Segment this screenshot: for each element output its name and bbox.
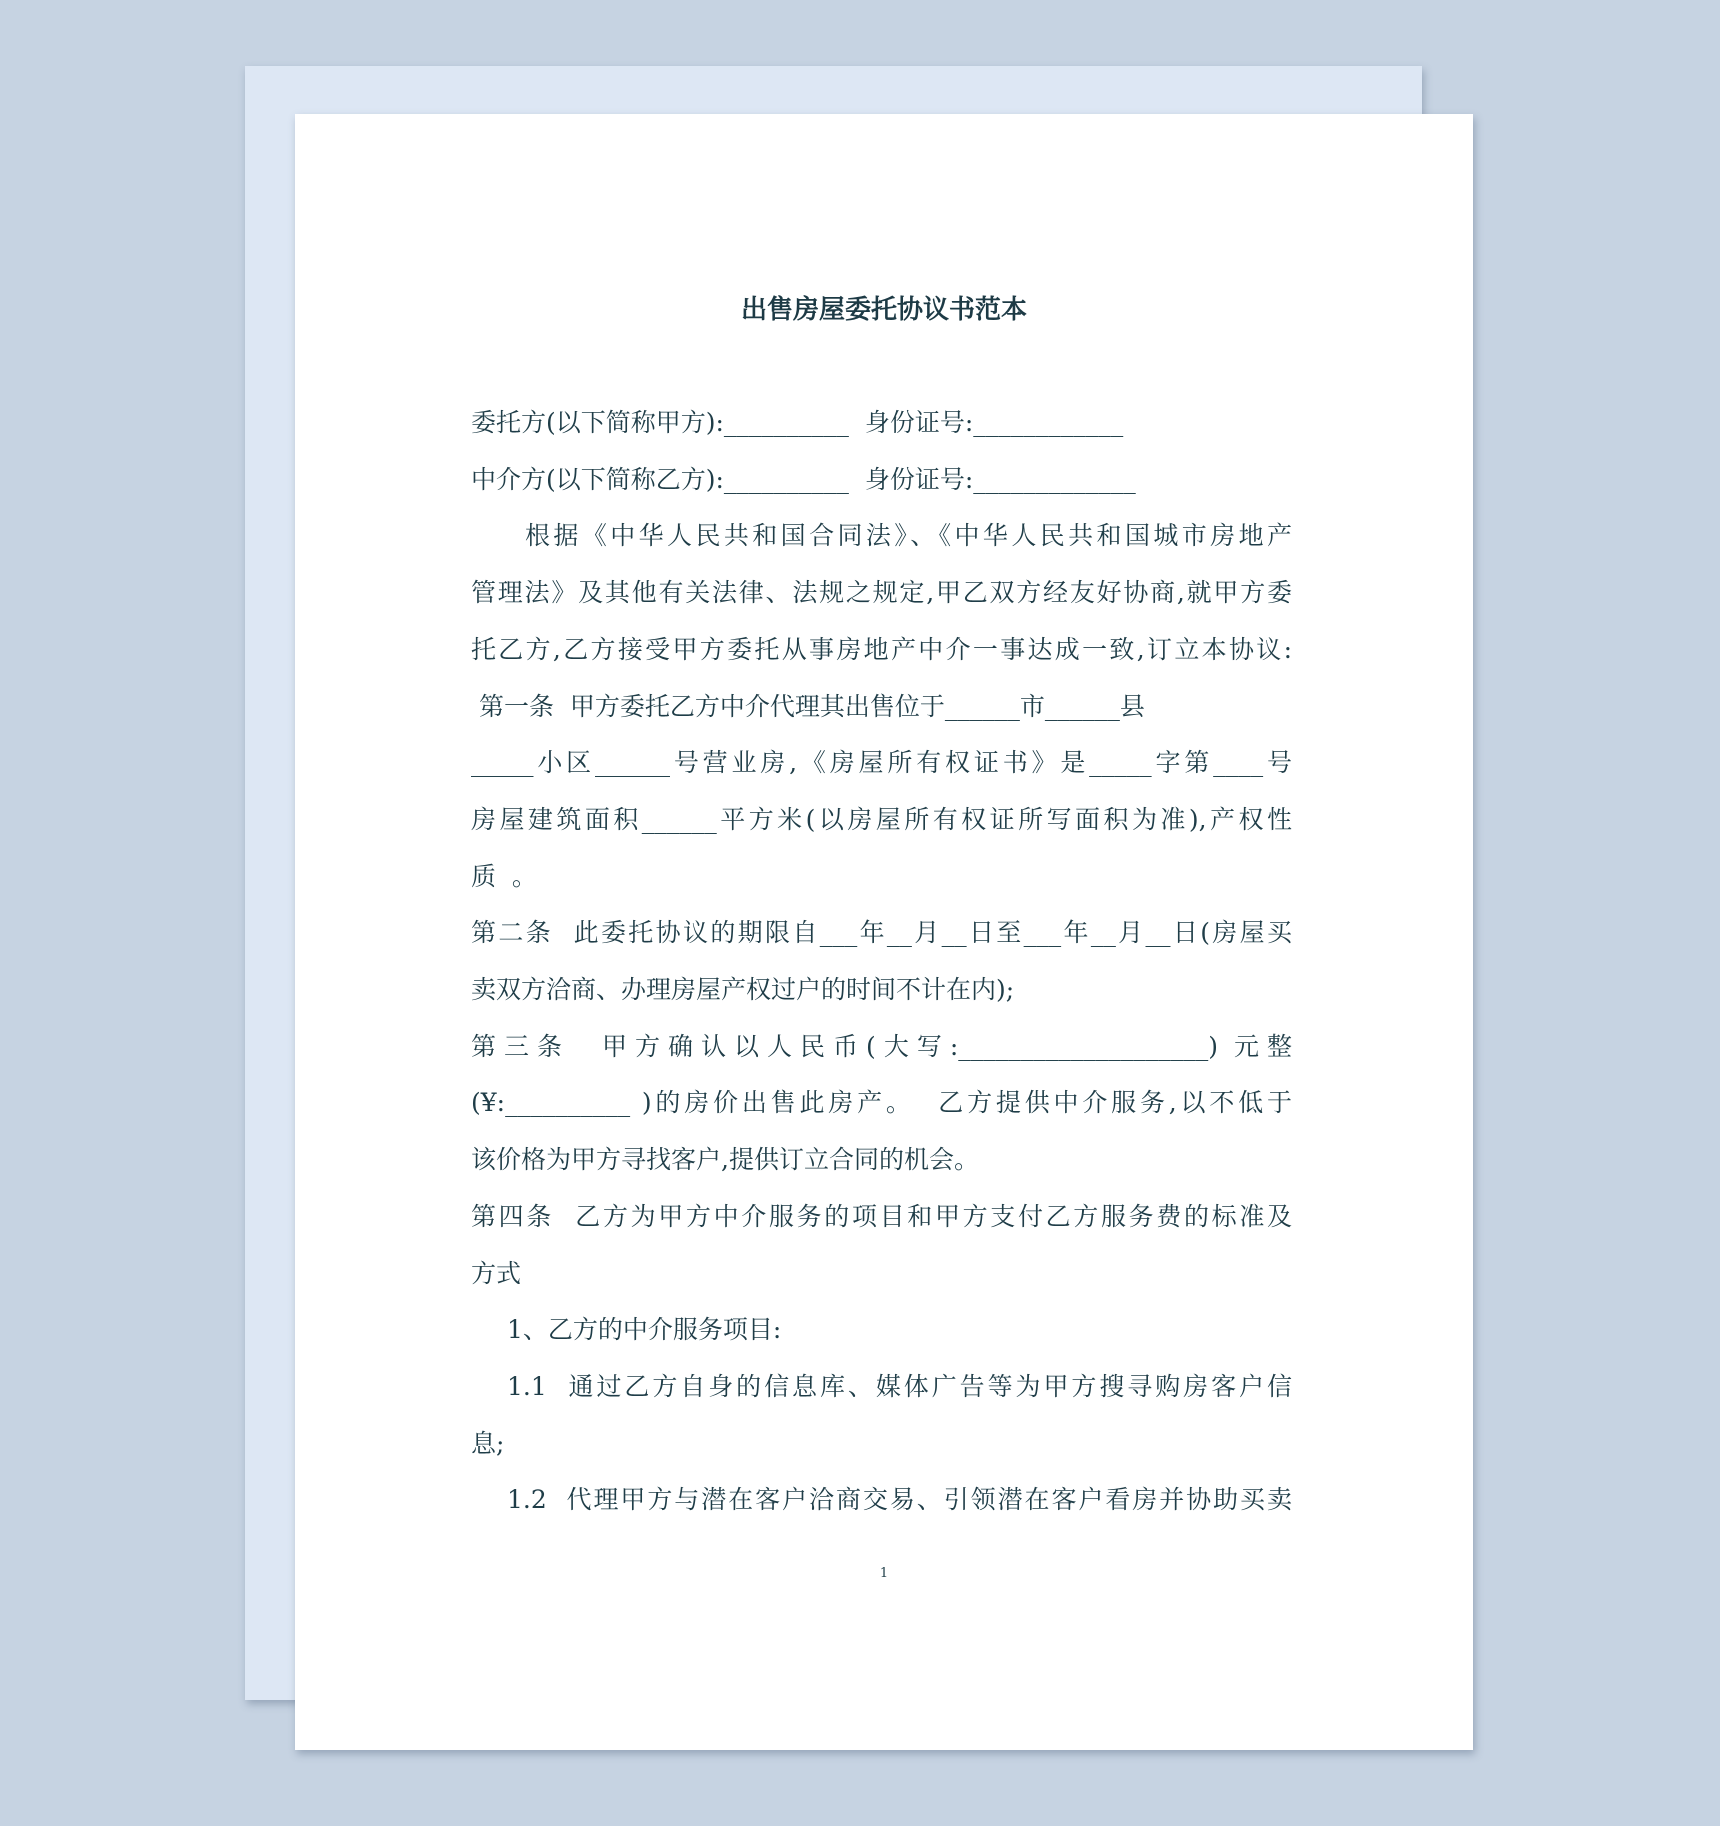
document-line: 1.1 通过乙方自身的信息库、媒体广告等为甲方搜寻购房客户信 xyxy=(507,1371,1292,1401)
document-line: 质 。 xyxy=(471,861,537,891)
document-line: 1.2 代理甲方与潜在客户洽商交易、引领潜在客户看房并协助买卖 xyxy=(507,1485,1292,1515)
document-title: 出售房屋委托协议书范本 xyxy=(740,295,1027,325)
document-line: 根据《中华人民共和国合同法》、《中华人民共和国城市房地产 xyxy=(525,521,1292,551)
document-line: 房屋建筑面积______平方米(以房屋所有权证所写面积为准),产权性 xyxy=(471,804,1292,834)
document-line: 第三条 甲方确认以人民币(大写:____________________) 元整 xyxy=(471,1031,1292,1061)
document-page xyxy=(295,114,1473,1750)
document-line: 该价格为甲方寻找客户,提供订立合同的机会。 xyxy=(471,1145,979,1175)
document-line: 1、乙方的中介服务项目: xyxy=(507,1315,782,1345)
document-line: 息; xyxy=(471,1428,505,1458)
document-line: 管理法》及其他有关法律、法规之规定,甲乙双方经友好协商,就甲方委 xyxy=(471,578,1292,608)
document-line: 托乙方,乙方接受甲方委托从事房地产中介一事达成一致,订立本协议: xyxy=(471,634,1292,664)
document-line: _____小区______号营业房,《房屋所有权证书》是_____字第____号 xyxy=(471,748,1292,778)
document-line: 方式 xyxy=(471,1258,522,1288)
page-number: 1 xyxy=(879,1566,889,1581)
document-line: 卖双方洽商、办理房屋产权过户的时间不计在内); xyxy=(471,975,1015,1004)
document-line: 中介方(以下简称乙方):__________ 身份证号:_____________ xyxy=(471,464,1136,494)
document-line: (¥:__________ )的房价出售此房产。 乙方提供中介服务,以不低于 xyxy=(471,1088,1292,1118)
document-line: 委托方(以下简称甲方):__________ 身份证号:____________ xyxy=(471,408,1124,437)
document-line: 第一条 甲方委托乙方中介代理其出售位于______市______县 xyxy=(471,691,1145,721)
document-line: 第二条 此委托协议的期限自___年__月__日至___年__月__日(房屋买 xyxy=(471,918,1292,948)
document-line: 第四条 乙方为甲方中介服务的项目和甲方支付乙方服务费的标准及 xyxy=(471,1201,1292,1231)
